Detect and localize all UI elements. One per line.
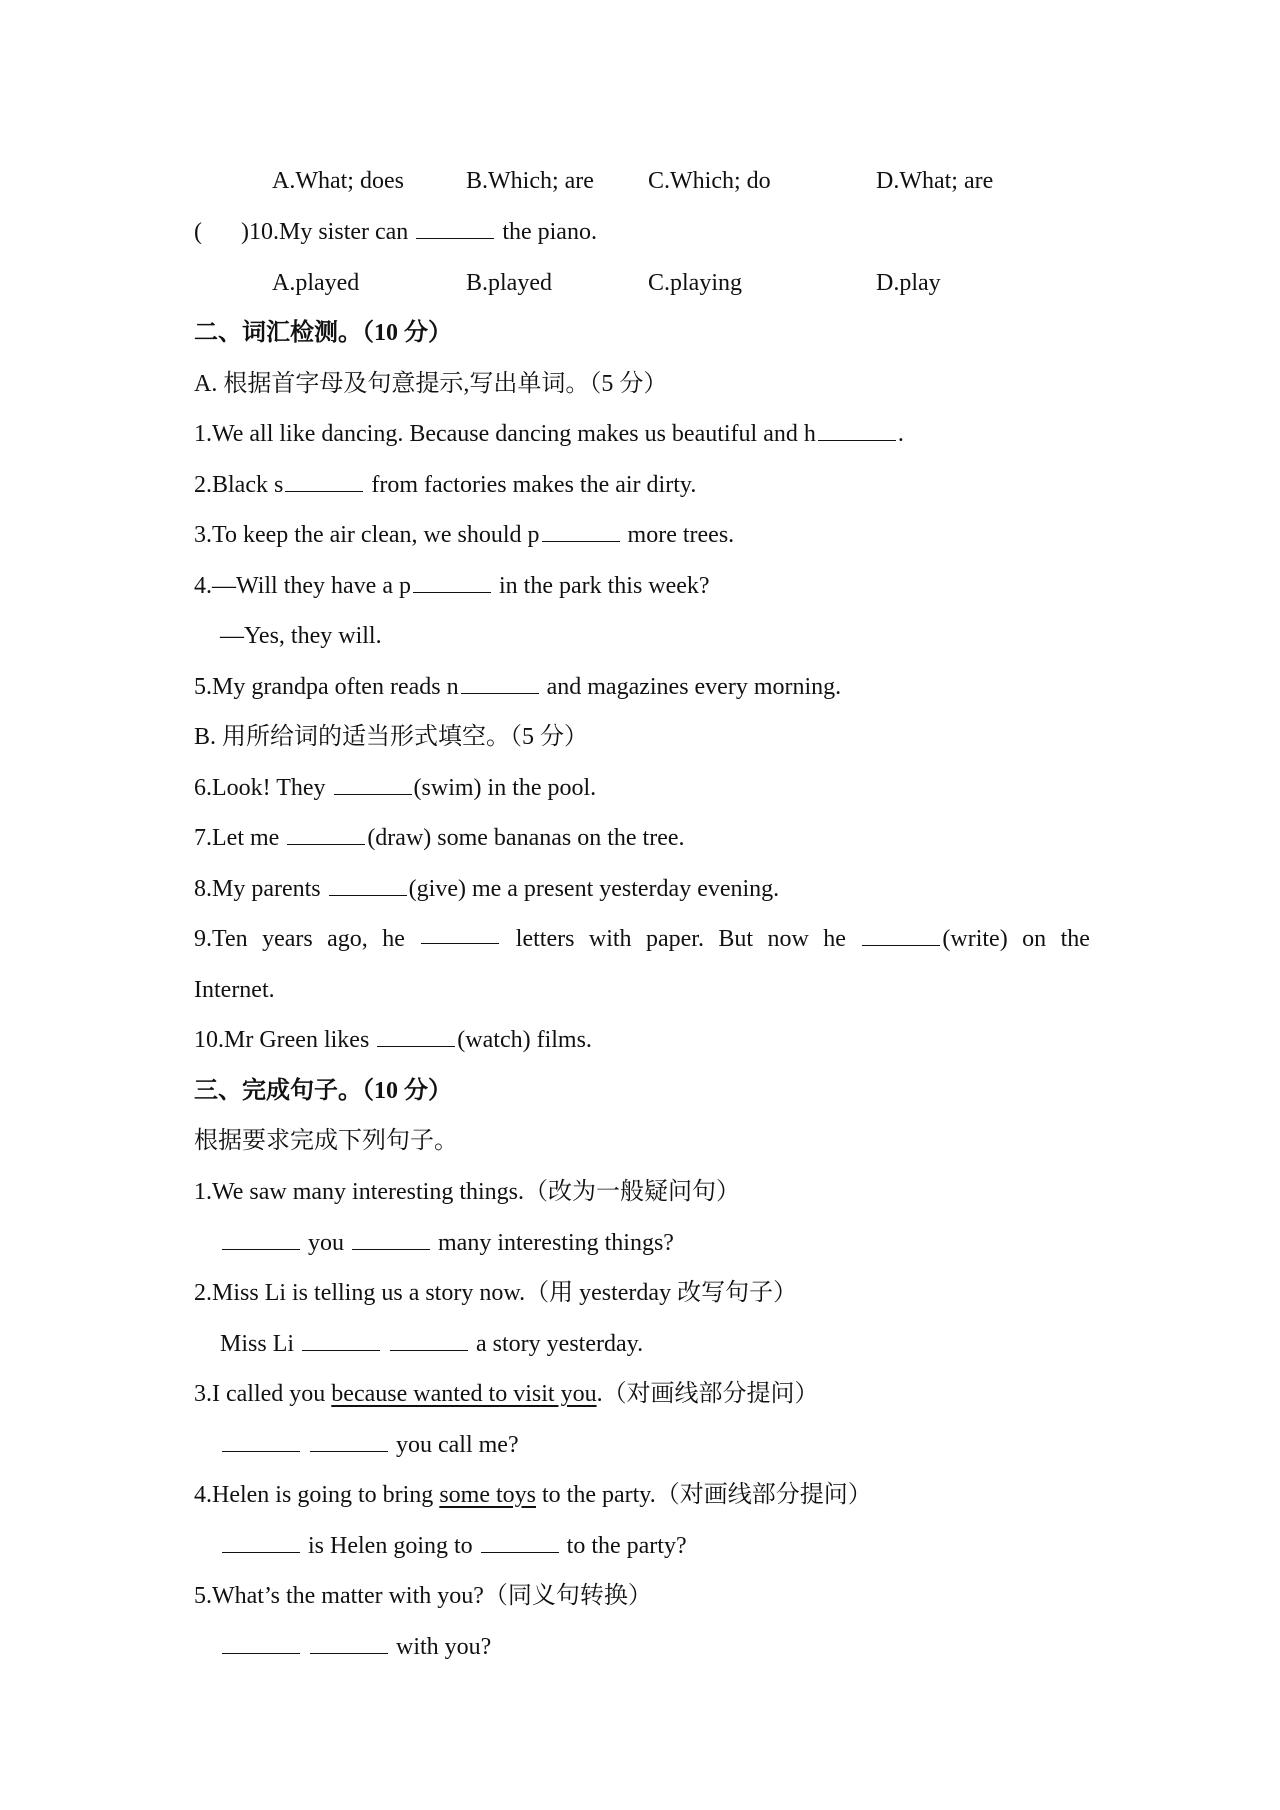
- question-text: 2.Miss Li is telling us a story now.（用 yesterday 改写句子）: [194, 1280, 798, 1306]
- word: now: [767, 926, 809, 952]
- question-text-before: 4.—Will they have a p: [194, 573, 411, 599]
- option-c: C.Which; do: [648, 168, 771, 194]
- answer-blank[interactable]: [413, 572, 491, 593]
- question-number: 10.: [249, 219, 279, 245]
- question-line: [194, 1378, 819, 1410]
- option-d: D.play: [876, 270, 941, 296]
- answer-text: many interesting things?: [438, 1230, 674, 1256]
- question-text-after: (watch) films.: [457, 1027, 592, 1053]
- word: But: [718, 926, 754, 952]
- answer-text: is Helen going to: [308, 1533, 473, 1559]
- option-c: C.playing: [648, 270, 742, 296]
- q10-text: [241, 216, 597, 248]
- question-text-before: 7.Let me: [194, 825, 280, 851]
- question-text-after: .: [897, 421, 904, 447]
- answer-blank[interactable]: [481, 1532, 559, 1553]
- option-d: D.What; are: [876, 168, 994, 194]
- answer-blank[interactable]: [377, 1026, 455, 1047]
- answer-blank[interactable]: [334, 774, 412, 795]
- question-line: [194, 772, 596, 804]
- question-text-before: 1.We all like dancing. Because dancing makes us beautiful and h: [194, 421, 816, 447]
- question-line: [194, 418, 904, 450]
- answer-blank[interactable]: [862, 925, 940, 946]
- question-text-before: 3.I called you: [194, 1381, 332, 1407]
- answer-text: Miss Li: [220, 1331, 295, 1357]
- question-text-before: 2.Black s: [194, 472, 284, 498]
- question-text-after: (give) me a present yesterday evening.: [408, 876, 780, 902]
- answer-blank[interactable]: [390, 1330, 468, 1351]
- question-line: [194, 469, 696, 501]
- answer-blank[interactable]: [421, 923, 499, 944]
- question-text-after: from factories makes the air dirty.: [371, 472, 697, 498]
- answer-line: [220, 1227, 674, 1259]
- answer-line: [220, 1328, 643, 1360]
- word: ago,: [327, 926, 368, 952]
- question-text-before: 3.To keep the air clean, we should p: [194, 522, 540, 548]
- question-text-before: 8.My parents: [194, 876, 321, 902]
- blank-with-hint: [860, 923, 1007, 955]
- word: 9.Ten: [194, 926, 248, 952]
- question-line: [194, 1024, 592, 1056]
- answer-blank[interactable]: [310, 1431, 388, 1452]
- question-text-before: 5.My grandpa often reads n: [194, 674, 459, 700]
- answer-blank[interactable]: [310, 1633, 388, 1654]
- option-a: A.played: [272, 270, 360, 296]
- question-text-after: and magazines every morning.: [546, 674, 842, 700]
- word: paper.: [645, 926, 704, 952]
- question-text-after: (swim) in the pool.: [413, 775, 597, 801]
- answer-line: [220, 1429, 519, 1461]
- word: the: [1060, 926, 1090, 952]
- dialog-answer: —Yes, they will.: [220, 623, 382, 649]
- word: letters: [515, 926, 575, 952]
- instruction: B. 用所给词的适当形式填空。（5 分）: [194, 724, 589, 750]
- underlined-phrase: because wanted to visit you: [331, 1381, 597, 1407]
- question-line: [194, 671, 841, 703]
- question-text-after: more trees.: [627, 522, 735, 548]
- question-text-before: 10.Mr Green likes: [194, 1027, 370, 1053]
- answer-paren-close: ): [241, 219, 249, 245]
- word: years: [262, 926, 313, 952]
- answer-blank[interactable]: [302, 1330, 380, 1351]
- answer-blank[interactable]: [222, 1532, 300, 1553]
- question-continuation: Internet.: [194, 977, 275, 1003]
- answer-blank[interactable]: [818, 420, 896, 441]
- question-text-before: My sister can: [279, 219, 409, 245]
- question-line: [194, 519, 734, 551]
- answer-blank[interactable]: [285, 471, 363, 492]
- question-text: 5.What’s the matter with you?（同义句转换）: [194, 1583, 652, 1609]
- answer-line: [220, 1631, 491, 1663]
- question-text-after: the piano.: [502, 219, 597, 245]
- word: he: [382, 926, 405, 952]
- question-line: [194, 570, 710, 602]
- option-a: A.What; does: [272, 168, 404, 194]
- answer-text: to the party?: [566, 1533, 687, 1559]
- word: on: [1022, 926, 1047, 952]
- answer-paren-open: (: [194, 219, 202, 245]
- section-heading: 二、词汇检测。（10 分）: [194, 320, 452, 346]
- answer-blank[interactable]: [222, 1633, 300, 1654]
- section-heading: 三、完成句子。（10 分）: [194, 1078, 452, 1104]
- word: (write): [942, 926, 1008, 952]
- word: with: [588, 926, 632, 952]
- option-b: B.Which; are: [466, 168, 594, 194]
- answer-blank[interactable]: [352, 1229, 430, 1250]
- answer-blank[interactable]: [416, 218, 494, 239]
- answer-text: you: [308, 1230, 344, 1256]
- answer-blank[interactable]: [287, 824, 365, 845]
- word: he: [823, 926, 846, 952]
- answer-blank[interactable]: [329, 875, 407, 896]
- question-text-after: in the park this week?: [498, 573, 710, 599]
- answer-blank[interactable]: [222, 1229, 300, 1250]
- underlined-phrase: some toys: [439, 1482, 536, 1508]
- instruction: 根据要求完成下列句子。: [194, 1128, 458, 1154]
- question-text-after: (draw) some bananas on the tree.: [367, 825, 685, 851]
- answer-blank[interactable]: [542, 521, 620, 542]
- question-text-before: 4.Helen is going to bring: [194, 1482, 440, 1508]
- question-line-justified: [194, 923, 1090, 955]
- question-text-before: 6.Look! They: [194, 775, 326, 801]
- question-text: 1.We saw many interesting things.（改为一般疑问句）: [194, 1179, 741, 1205]
- instruction: A. 根据首字母及句意提示,写出单词。（5 分）: [194, 371, 668, 397]
- question-line: [194, 873, 779, 905]
- answer-text: you call me?: [396, 1432, 519, 1458]
- question-text-after: .（对画线部分提问）: [596, 1381, 819, 1407]
- answer-text: with you?: [396, 1634, 492, 1660]
- answer-line: [220, 1530, 687, 1562]
- answer-blank[interactable]: [222, 1431, 300, 1452]
- question-text-after: to the party.（对画线部分提问）: [535, 1482, 872, 1508]
- question-line: [194, 822, 685, 854]
- answer-blank[interactable]: [461, 673, 539, 694]
- answer-text: a story yesterday.: [476, 1331, 644, 1357]
- question-line: [194, 1479, 872, 1511]
- option-b: B.played: [466, 270, 552, 296]
